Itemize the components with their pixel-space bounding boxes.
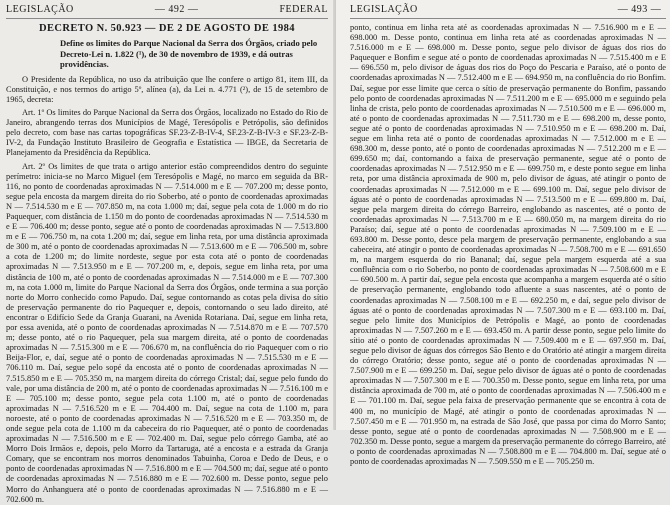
page-number: — 493 — [617,4,662,15]
page-number: — 492 — [154,4,199,15]
left-running-head [6,4,328,19]
article-2-paragraph: Art. 2º Os limites de que trata o artigo anterior estão compreendidos dentro do seguinte perímetro: inicia-se no Marco Miguel (em Teresópolis e Magé, no marco em seguida da BR-116, no ponto de coordenadas aproximadas N — 7.514.000 m e E — 707.200 m; desse ponto, segue pela encosta da margem direita do rio Soberbo, até o ponto de coordenadas aproximadas N — 7.514.530 m e E — 707.850 m, na cota 1.000 m; daí, segue pela cota de 1.000 m do rio Paquequer, com distância de 1.150 m do ponto de coordenadas aproximadas N — 7.514.530 m e E — 706.400 m; desse ponto, segue até o ponto de coordenadas aproximadas N — 7.513.800 m e E — 706.750 m, na cota 1.200 m; daí, segue em linha reta, por uma distância aproximada de 300 m, até o ponto de coordenadas aproximadas N — 7.513.600 m e E — 706.500 m, sobre a cota de 1.200 m; do limite nordeste, segue por esta cota até o ponto de coordenadas aproximadas N — 7.513.950 m e E — 707.200 m, e, depois, segue em linha reta, por uma distância de 100 m, até o ponto de coordenadas aproximadas N — 7.514.000 m e E — 707.300 m, na cota 1.000 m, limite do Parque Nacional da Serra dos Órgãos, onde termina a sua porção norte do Morro conhecido como Papudo. Daí, segue contornando as cotas pela divisa do sítio de preservação permanente do rio Paquequer e, depois, contornando o seu lado direito, até encontrar o Edifício Sede da Granja Guarani, na Avenida Rotariana. Daí, segue em linha reta, por essa avenida, até o ponto de coordenadas aproximadas N — 7.514.870 m e E — 707.570 m; desse ponto, até o rio Paquequer, pela sua margem direita, até o ponto de coordenadas aproximadas N — 7.515.300 m e E — 706.670 m, na confluência do rio Paquequer com o rio Beija-Flor, e, daí, segue até o ponto de coordenadas aproximadas N — 7.515.530 m e E — 706.110 m. Daí, segue pelo sopé da encosta até o ponto de coordenadas aproximadas N — 7.515.850 m e E — 705.350 m, na margem direita do córrego Cristal; daí, segue pelo fundo do vale, por uma distância de 200 m, até o ponto de coordenadas aproximadas N — 7.516.100 m e E — 705.100 m; desse ponto, segue pela cota 1.100 m, até o ponto de coordenadas aproximadas N — 7.516.520 m e E — 704.400 m. Daí, segue na cota de 1.100 m, para noroeste, até o ponto de coordenadas aproximadas N — 7.516.520 m e E — 703.350 m, de onde segue pela cota de 1.100 m da cabeceira do rio Paquequer, até o ponto de coordenadas aproximadas N — 7.516.500 m e E — 702.400 m. Daí, segue pelo córrego Gamba, até ao Morro Dois Irmãos e, depois, pelo Morro da Tartaruga, até a encosta e a estrada da Granja Comary, que se encontram nos morros denominados Tabuinha, Coroa e Dedo de Deus, e o ponto de coordenadas aproximadas N — 7.516.800 m e E — 704.500 m; daí, segue até o ponto de coordenadas aproximadas N — 7.516.880 m e E — 702.600 m. Desse ponto, segue pelo Morro do Anhanguera até o ponto de coordenadas aproximadas N — 7.516.880 m e E — 702.600 m. [6,161,328,504]
decree-title: DECRETO N. 50.923 — DE 2 DE AGOSTO DE 1984 [39,23,295,34]
running-head-section: LEGISLAÇÃO [350,4,418,15]
article-1-paragraph: Art. 1º Os limites do Parque Nacional da Serra dos Órgãos, localizado no Estado do Rio de Janeiro, abrangendo terras dos Municípios de Magé, Teresópolis e Petrópolis, são definidos pelo decreto, com base nas cartas topográficas SF.23-Z-B-IV-4, SF.23-Z-B-IV-3 e SF.23-Z-B-IV-2, da Fundação Instituto Brasileiro de Geografia e Estatística — IBGE, da Secretaria de Planejamento da Presidência da República. [6,108,328,158]
running-head-scope: FEDERAL [279,4,328,15]
running-head-section: LEGISLAÇÃO [6,4,74,15]
boundary-continuation-paragraph: ponto, continua em linha reta até as coordenadas aproximadas N — 7.516.900 m e E — 698.000 m. Desse ponto, continua em linha reta até as coordenadas aproximadas N — 7.516.000 m e E — 698.000 m. Desse ponto, segue pelo divisor de águas dos rios do Paquequer e Bonfim e segue até o ponto de coordenadas aproximadas N — 7.515.400 m e E — 696.550 m, pelo divisor de águas dos rios do Poço do Pescaria e Paraíso, até o ponto de coordenadas aproximadas N — 7.512.400 m e E — 694.950 m, na confluência do rio Bonfim. Daí, segue por esse limite que cerca o sítio de preservação permanente do Bonfim, passando pelo ponto de coordenadas aproximadas N — 7.511.200 m e E — 695.000 m e seguindo pela linha de crista, pelo ponto de coordenadas aproximadas N — 7.510.500 m e E — 696.000 m, até o ponto de coordenadas aproximadas N — 7.511.730 m e E — 698.200 m, desse ponto, segue até o ponto de coordenadas aproximadas N — 7.510.950 m e E — 698.200 m. Daí, segue em linha reta até o ponto de coordenadas aproximadas N — 7.512.000 m e E — 698.300 m, desse ponto, até o ponto de coordenadas aproximadas N — 7.512.200 m e E — 699.650 m; daí, contornando a faixa de preservação permanente, segue até o ponto de coordenadas aproximadas N — 7.512.950 m e E — 699.750 m, e deste ponto segue em linha reta, por uma distância aproximada de 900 m, pelo divisor de águas, até atingir o ponto de coordenadas aproximadas N — 7.512.000 m e E — 699.100 m. Daí, segue pelo divisor de águas até o ponto de coordenadas aproximadas N — 7.513.500 m e E — 699.800 m. Daí, segue pela margem direita do córrego Barreiro, englobando as nascentes, até o ponto de coordenadas aproximadas N — 7.513.700 m e E — 680.050 m, na margem direita do rio Paraíso; daí, segue até o ponto de coordenadas aproximadas N — 7.509.100 m e E — 693.800 m. Desse ponto, desce pela margem de preservação permanente, englobando a sua cabeceira, até atingir o ponto de coordenadas aproximadas N — 7.508.700 m e E — 691.650 m, na margem esquerda do rio Bananal; daí, segue pela margem esquerda até a sua confluência com o rio Soberbo, no ponto de coordenadas aproximadas N — 7.508.600 m e E — 690.500 m. A partir daí, segue pela encosta que acompanha a margem esquerda até o sítio de preservação permanente, englobando todo afluente a suas nascentes, até o ponto de coordenadas aproximadas N — 7.508.100 m e E — 692.250 m, e daí, segue pelo divisor de águas até o ponto de coordenadas aproximadas N — 7.507.300 m e E — 693.100 m. Daí, segue pelo limite dos Municípios de Petrópolis e Magé, ao ponto de coordenadas aproximadas N — 7.507.260 m e E — 693.450 m. A partir desse ponto, segue pelo limite do sítio até o ponto de coordenadas aproximadas N — 7.509.400 m e E — 697.950 m. Daí, segue pelo divisor de águas dos córregos São Bento e do Oratório até atingir a margem direita do córrego Oratório; desse ponto, segue até o ponto de coordenadas aproximadas N — 7.507.900 m e E — 699.250 m. Daí, segue pelo divisor de águas até o ponto de coordenadas aproximadas N — 7.507.300 m e E — 700.350 m. Desse ponto, segue em linha reta, por uma distância aproximada de 700 m, até o ponto de coordenadas aproximadas N — 7.506.400 m e E — 701.100 m. Daí, segue pela faixa de preservação permanente que se encontra à cota de 400 m, no município de Magé, até atingir o ponto de coordenadas aproximadas N — 7.507.450 m e E — 701.950 m, na estrada de São José, que passa por cima do Morro Santo; desse ponto, segue até o ponto de coordenadas aproximadas N — 7.508.900 m e E — 702.350 m. Desse ponto, segue a margem da preservação permanente do córrego Barreiro, até o ponto de coordenadas aproximadas N — 7.508.800 m e E — 704.800 m. Daí, segue até o ponto de coordenadas aproximadas N — 7.509.550 m e E — 705.250 m. [350,23,666,467]
right-page [336,0,670,467]
decree-summary: Define os limites do Parque Nacional da Serra dos Órgãos, criado pelo Decreto-Lei n. 1.822 (¹), de 30 de novembro de 1939, e dá outras providências. [60,38,318,70]
preamble-paragraph: O Presidente da República, no uso da atribuição que lhe confere o artigo 81, item III, da Constituição, e nos termos do artigo 5º, alínea (a), da Lei n. 4.771 (²), de 15 de setembro de 1965, decreta: [6,74,328,104]
right-running-head [350,4,666,19]
